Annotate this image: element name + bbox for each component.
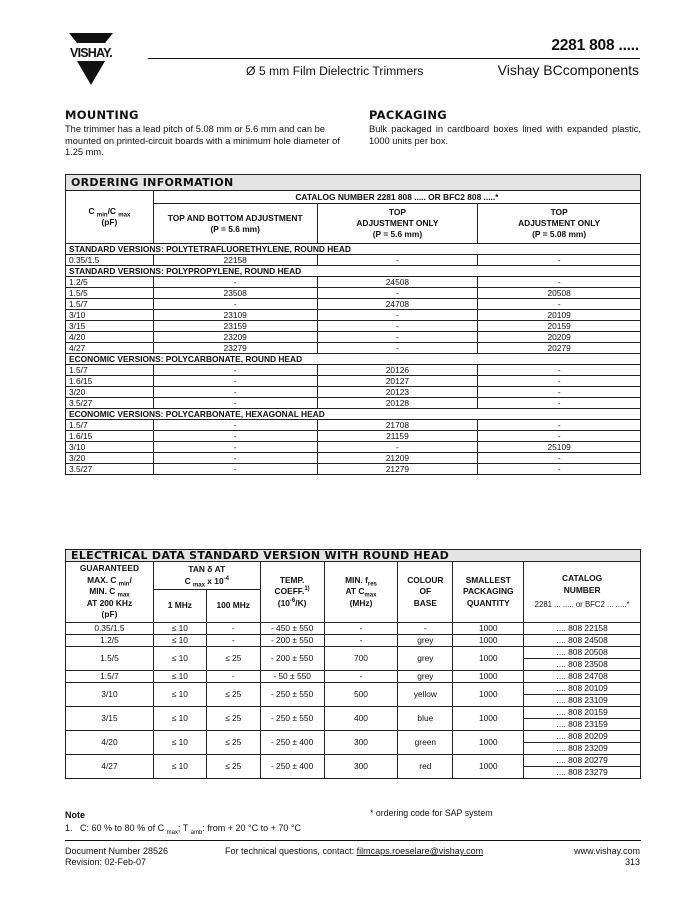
packaging-title: PACKAGING — [369, 108, 448, 122]
qty-cell: 1000 — [453, 755, 524, 779]
cap-range-cell: 3/20 — [66, 387, 154, 398]
qty-cell: 1000 — [453, 635, 524, 647]
mounting-title: MOUNTING — [65, 108, 139, 122]
top-bottom-cell: - — [153, 464, 317, 475]
temp-coeff-cell: - 250 ± 550 — [260, 707, 324, 731]
top-5-08-cell: - — [478, 299, 641, 310]
cap-cell: 0.35/1.5 — [66, 623, 154, 635]
tan-100mhz-cell: ≤ 25 — [206, 755, 260, 779]
fres-cell: - — [324, 635, 398, 647]
table-row — [66, 365, 641, 376]
qty-cell: 1000 — [453, 731, 524, 755]
table-row — [66, 277, 641, 288]
mounting-section — [65, 108, 343, 159]
table-row — [66, 442, 641, 453]
cap-range-cell: 4/27 — [66, 343, 154, 354]
colour-cell: grey — [398, 671, 453, 683]
tan-100mhz-cell: ≤ 25 — [206, 683, 260, 707]
group-label: STANDARD VERSIONS: POLYTETRAFLUORETHYLENE, ROUND HEAD — [66, 244, 641, 255]
table-row — [66, 398, 641, 409]
table-row — [66, 321, 641, 332]
footer-site — [574, 846, 640, 868]
catalog-number-cell: .... 808 20508 — [524, 647, 641, 659]
table-row — [66, 332, 641, 343]
tan-100mhz-cell: ≤ 25 — [206, 647, 260, 671]
freq-1mhz-header: 1 MHz — [153, 590, 206, 623]
group-header-row — [66, 354, 641, 365]
top-bottom-cell: 23109 — [153, 310, 317, 321]
qty-cell: 1000 — [453, 683, 524, 707]
colour-cell: green — [398, 731, 453, 755]
qty-cell: 1000 — [453, 623, 524, 635]
temp-coeff-cell: - 450 ± 550 — [260, 623, 324, 635]
top-5-08-cell: - — [478, 453, 641, 464]
colour-cell: grey — [398, 647, 453, 671]
tan-1mhz-cell: ≤ 10 — [153, 623, 206, 635]
top-bottom-cell: - — [153, 299, 317, 310]
qty-cell: 1000 — [453, 671, 524, 683]
note-1: 1. C: 60 % to 80 % of C $_{max}$; T $_{amb}$: from + 20 °C to + 70 °C — [65, 823, 302, 836]
cap-cell: 4/27 — [66, 755, 154, 779]
catalog-number-cell: .... 808 23279 — [524, 767, 641, 779]
revision: Revision: 02-Feb-07 — [65, 857, 147, 867]
top-5-6-cell: 21209 — [317, 453, 478, 464]
table-row — [66, 731, 641, 743]
cap-range-cell: 3/15 — [66, 321, 154, 332]
temp-coeff-cell: - 250 ± 550 — [260, 683, 324, 707]
table-row — [66, 464, 641, 475]
packaging-body: Bulk packaged in cardboard boxes lined with expanded plastic, 1000 units per box. — [369, 124, 641, 146]
top-5-6-cell: - — [317, 442, 478, 453]
cap-range-cell: 4/20 — [66, 332, 154, 343]
cap-range-cell: 3.5/27 — [66, 398, 154, 409]
top-5-6-cell: - — [317, 255, 478, 266]
packaging-section — [369, 108, 641, 147]
fres-cell: 500 — [324, 683, 398, 707]
fres-cell: - — [324, 623, 398, 635]
table-row — [66, 431, 641, 442]
colour-cell: red — [398, 755, 453, 779]
ordering-table — [65, 174, 641, 475]
subheader-top-5-6: TOP ADJUSTMENT ONLY (P = 5.6 mm) — [317, 204, 478, 244]
top-5-6-cell: - — [317, 310, 478, 321]
top-5-08-cell: - — [478, 387, 641, 398]
catalog-number-cell: .... 808 22158 — [524, 623, 641, 635]
cap-cell: 1.2/5 — [66, 635, 154, 647]
temp-coeff-cell: - 250 ± 400 — [260, 731, 324, 755]
catalog-number-cell: .... 808 23109 — [524, 695, 641, 707]
top-5-6-cell: - — [317, 288, 478, 299]
tan-1mhz-cell: ≤ 10 — [153, 755, 206, 779]
top-5-6-cell: 24708 — [317, 299, 478, 310]
top-5-6-cell: 20123 — [317, 387, 478, 398]
temp-coeff-cell: - 250 ± 400 — [260, 755, 324, 779]
top-bottom-cell: - — [153, 420, 317, 431]
table-row — [66, 647, 641, 659]
group-header-row — [66, 244, 641, 255]
top-5-6-cell: - — [317, 332, 478, 343]
guaranteed-cap-header: GUARANTEED MAX. C $_{min}$/ MIN. C $_{max}$ AT 200 KHz (pF) — [66, 562, 154, 623]
tan-1mhz-cell: ≤ 10 — [153, 731, 206, 755]
cap-range-cell: 1.5/7 — [66, 420, 154, 431]
cap-range-cell: 0.35/1.5 — [66, 255, 154, 266]
table-row — [66, 387, 641, 398]
table-row — [66, 288, 641, 299]
top-5-08-cell: - — [478, 277, 641, 288]
qty-cell: 1000 — [453, 707, 524, 731]
table-row — [66, 376, 641, 387]
table-row — [66, 635, 641, 647]
top-5-6-cell: 20128 — [317, 398, 478, 409]
contact-prefix: For technical questions, contact: — [225, 846, 357, 856]
freq-100mhz-header: 100 MHz — [206, 590, 260, 623]
cap-cell: 1.5/7 — [66, 671, 154, 683]
tan-1mhz-cell: ≤ 10 — [153, 683, 206, 707]
cap-range-cell: 3.5/27 — [66, 464, 154, 475]
top-5-08-cell: 20159 — [478, 321, 641, 332]
colour-cell: yellow — [398, 683, 453, 707]
top-5-08-cell: - — [478, 255, 641, 266]
group-label: ECONOMIC VERSIONS: POLYCARBONATE, ROUND HEAD — [66, 354, 641, 365]
cap-range-cell: 1.5/5 — [66, 288, 154, 299]
table-row — [66, 420, 641, 431]
footer-rule — [65, 840, 641, 841]
subheader-top-bottom: TOP AND BOTTOM ADJUSTMENT (P = 5.6 mm) — [153, 204, 317, 244]
catalog-number-cell: .... 808 20159 — [524, 707, 641, 719]
catalog-header: CATALOG NUMBER 2281 ... ..... or BFC2 ... .....* — [524, 562, 641, 623]
tan-1mhz-cell: ≤ 10 — [153, 635, 206, 647]
table-row — [66, 255, 641, 266]
tan-1mhz-cell: ≤ 10 — [153, 671, 206, 683]
subheader-top-5-08: TOP ADJUSTMENT ONLY (P = 5.08 mm) — [478, 204, 641, 244]
catalog-number-cell: .... 808 23159 — [524, 719, 641, 731]
top-bottom-cell: - — [153, 453, 317, 464]
temp-coeff-cell: - 200 ± 550 — [260, 647, 324, 671]
fres-cell: 700 — [324, 647, 398, 671]
tan-100mhz-cell: - — [206, 635, 260, 647]
cap-cell: 3/10 — [66, 683, 154, 707]
top-5-08-cell: - — [478, 420, 641, 431]
top-5-6-cell: - — [317, 343, 478, 354]
product-subtitle: Ø 5 mm Film Dielectric Trimmers — [246, 64, 424, 78]
catalog-number-cell: .... 808 24708 — [524, 671, 641, 683]
group-label: ECONOMIC VERSIONS: POLYCARBONATE, HEXAGONAL HEAD — [66, 409, 641, 420]
top-5-08-cell: 25109 — [478, 442, 641, 453]
sap-footnote: * ordering code for SAP system — [370, 808, 493, 818]
catalog-number-cell: .... 808 24508 — [524, 635, 641, 647]
electrical-table — [65, 549, 641, 779]
cap-range-cell: 1.5/7 — [66, 299, 154, 310]
group-header-row — [66, 409, 641, 420]
electrical-title: ELECTRICAL DATA STANDARD VERSION WITH ROUND HEAD — [66, 550, 641, 562]
footer-doc-info — [65, 846, 168, 868]
table-row — [66, 343, 641, 354]
top-bottom-cell: - — [153, 365, 317, 376]
temp-coeff-header: TEMP. COEFF.$^{1)}$ $(10^{-6}/K)$ — [260, 562, 324, 623]
colour-cell: grey — [398, 635, 453, 647]
document-number: Document Number 28526 — [65, 846, 169, 856]
top-5-08-cell: - — [478, 398, 641, 409]
note-title: Note — [65, 810, 85, 820]
top-5-08-cell: 20209 — [478, 332, 641, 343]
fres-cell: - — [324, 671, 398, 683]
table-row — [66, 310, 641, 321]
top-5-08-cell: - — [478, 365, 641, 376]
group-label: STANDARD VERSIONS: POLYPROPYLENE, ROUND HEAD — [66, 266, 641, 277]
group-header-row — [66, 266, 641, 277]
fres-cell: 400 — [324, 707, 398, 731]
temp-coeff-cell: - 200 ± 550 — [260, 635, 324, 647]
table-row — [66, 671, 641, 683]
fres-cell: 300 — [324, 731, 398, 755]
top-bottom-cell: 23508 — [153, 288, 317, 299]
top-bottom-cell: 23209 — [153, 332, 317, 343]
top-5-6-cell: 20127 — [317, 376, 478, 387]
table-row — [66, 683, 641, 695]
cap-range-header: C $_{min}$/C $_{max}$ (pF) — [66, 191, 154, 244]
top-bottom-cell: - — [153, 277, 317, 288]
cap-range-cell: 1.6/15 — [66, 376, 154, 387]
cap-range-cell: 3/20 — [66, 453, 154, 464]
cap-cell: 4/20 — [66, 731, 154, 755]
top-5-6-cell: - — [317, 321, 478, 332]
catalog-number-cell: .... 808 23508 — [524, 659, 641, 671]
top-bottom-cell: - — [153, 442, 317, 453]
cap-range-cell: 3/10 — [66, 310, 154, 321]
top-bottom-cell: - — [153, 431, 317, 442]
catalog-number-cell: .... 808 20279 — [524, 755, 641, 767]
table-row — [66, 623, 641, 635]
vishay-logo — [65, 33, 117, 87]
tan-100mhz-cell: - — [206, 671, 260, 683]
catalog-number-cell: .... 808 20109 — [524, 683, 641, 695]
footer-contact — [225, 846, 483, 857]
top-5-08-cell: 20508 — [478, 288, 641, 299]
top-bottom-cell: - — [153, 376, 317, 387]
cap-range-cell: 1.2/5 — [66, 277, 154, 288]
website-link[interactable]: www.vishay.com — [574, 846, 640, 856]
top-5-08-cell: 20279 — [478, 343, 641, 354]
top-5-08-cell: - — [478, 376, 641, 387]
top-5-6-cell: 21159 — [317, 431, 478, 442]
top-bottom-cell: - — [153, 387, 317, 398]
cap-cell: 1.5/5 — [66, 647, 154, 671]
top-5-6-cell: 20126 — [317, 365, 478, 376]
cap-cell: 3/15 — [66, 707, 154, 731]
colour-header: COLOUR OF BASE — [398, 562, 453, 623]
temp-coeff-cell: - 50 ± 550 — [260, 671, 324, 683]
catalog-number-header: CATALOG NUMBER 2281 808 ..... OR BFC2 808 .....* — [153, 191, 640, 204]
part-number: 2281 808 ..... — [551, 37, 639, 54]
catalog-number-cell: .... 808 20209 — [524, 731, 641, 743]
top-5-6-cell: 24508 — [317, 277, 478, 288]
ordering-title: ORDERING INFORMATION — [66, 175, 641, 191]
contact-email-link[interactable]: filmcaps.roeselare@vishay.com — [356, 846, 484, 856]
packaging-qty-header: SMALLEST PACKAGING QUANTITY — [453, 562, 524, 623]
top-5-08-cell: 20109 — [478, 310, 641, 321]
qty-cell: 1000 — [453, 647, 524, 671]
fres-cell: 300 — [324, 755, 398, 779]
catalog-number-cell: .... 808 23209 — [524, 743, 641, 755]
page-number: 313 — [624, 857, 640, 867]
header-rule — [148, 58, 640, 59]
top-bottom-cell: 23279 — [153, 343, 317, 354]
top-bottom-cell: 23159 — [153, 321, 317, 332]
top-5-08-cell: - — [478, 431, 641, 442]
tan-delta-header: TAN δ AT C $_{max}$ x $10^{-4}$ — [153, 562, 260, 590]
top-bottom-cell: 22158 — [153, 255, 317, 266]
mounting-body: The trimmer has a lead pitch of 5.08 mm or 5.6 mm and can be mounted on printed-circuit boards with a minimum hole diameter of 1.25 mm. — [65, 124, 340, 158]
top-5-6-cell: 21279 — [317, 464, 478, 475]
table-row — [66, 299, 641, 310]
top-5-08-cell: - — [478, 464, 641, 475]
logo-text: VISHAY. — [70, 46, 112, 60]
min-fres-header: MIN. $f_{res}$ AT $C_{max}$ (MHz) — [324, 562, 398, 623]
table-row — [66, 453, 641, 464]
colour-cell: blue — [398, 707, 453, 731]
cap-range-cell: 3/10 — [66, 442, 154, 453]
top-5-6-cell: 21708 — [317, 420, 478, 431]
tan-100mhz-cell: - — [206, 623, 260, 635]
cap-range-cell: 1.5/7 — [66, 365, 154, 376]
cap-range-cell: 1.6/15 — [66, 431, 154, 442]
tan-100mhz-cell: ≤ 25 — [206, 731, 260, 755]
table-row — [66, 755, 641, 767]
colour-cell: - — [398, 623, 453, 635]
table-row — [66, 707, 641, 719]
tan-100mhz-cell: ≤ 25 — [206, 707, 260, 731]
tan-1mhz-cell: ≤ 10 — [153, 707, 206, 731]
top-bottom-cell: - — [153, 398, 317, 409]
brand-name: Vishay BCcomponents — [497, 62, 639, 78]
tan-1mhz-cell: ≤ 10 — [153, 647, 206, 671]
